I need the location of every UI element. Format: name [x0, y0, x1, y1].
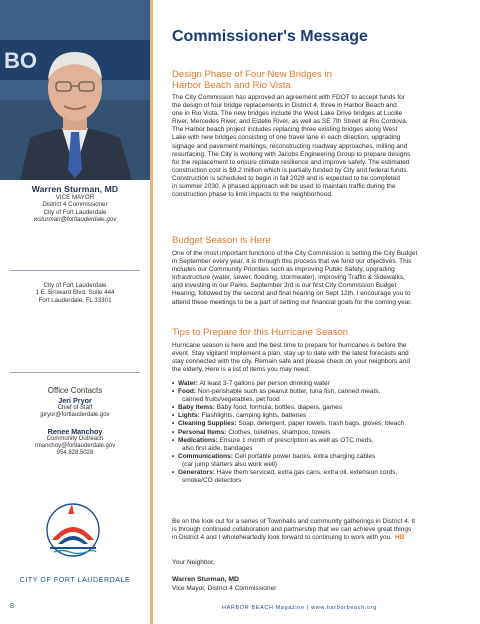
item-text: Cell portable power banks, extra charging cables	[234, 452, 376, 460]
item-text: Non-perishable such as peanut butter, tuna fish, canned meats,	[197, 388, 381, 396]
address-line-1: City of Fort Lauderdale	[43, 282, 107, 289]
office-contacts-heading: Office Contacts	[47, 386, 103, 395]
body-line: Lake with new bridges consisting of one travel lane in each direction, upgrading	[172, 134, 401, 142]
item-label: Water:	[178, 380, 198, 387]
profile-title-2: District 4 Commissioner	[42, 201, 108, 209]
contact-role: Community Outreach	[46, 436, 104, 442]
body-line: one in Rio Vista. The new bridges include the West Lake Drive bridges at Lucille	[172, 110, 403, 118]
item-label: Cleaning Supplies:	[178, 420, 237, 428]
body-line: stay connected with the city. Remain safe and please check on your neighbors and	[172, 358, 410, 366]
item-label: Food:	[178, 388, 197, 396]
item-label: Baby Items:	[178, 404, 215, 412]
profile-title-1: VICE MAYOR	[55, 194, 95, 201]
salutation: Your Neighbor,	[172, 559, 215, 566]
item-text: Baby food, formula, bottles, diapers, games	[216, 404, 343, 412]
hurricane-supply-list	[172, 380, 472, 485]
sidebar-divider	[10, 372, 140, 373]
footer-text[interactable]: HARBOR BEACH Magazine | www.harborbeach.org	[222, 605, 377, 611]
body-line: and investing in our Parks. September 3rd is our first City Commission Budget	[172, 282, 397, 290]
address-block	[0, 282, 150, 304]
city-logo-label: CITY OF FORT LAUDERDALE	[19, 577, 131, 584]
item-text: At least 3-7 gallons per person drinking water	[199, 380, 330, 387]
body-line: Construction is scheduled to begin in fall 2028 and is expected to be completed	[172, 174, 401, 182]
signature-name: Warren Sturman, MD	[172, 576, 239, 583]
list-item	[172, 469, 472, 485]
item-text: Clothes, toiletries, shampoo, towels	[228, 428, 331, 436]
body-line: One of the most important functions of the City Commission is setting the City Budget	[172, 250, 418, 257]
item-label: Personal Items:	[178, 428, 227, 436]
body-line: The Harbor beach project includes replacing three existing bridges along West	[172, 126, 398, 134]
heading-line: Design Phase of Four New Bridges in	[172, 69, 332, 80]
office-contacts	[0, 386, 150, 457]
body-line: Hearing, followed by the second and final hearing on Sept 12th. I encourage you to	[172, 290, 411, 298]
page-title: Commissioner's Message	[172, 28, 368, 45]
contact-role: Chief of Staff	[57, 405, 93, 411]
heading-line: Harbor Beach and Rio Vista	[172, 79, 291, 91]
sidebar	[0, 0, 150, 624]
item-text: Have them serviced, extra gas cans, extra oil, extension cords,	[216, 469, 398, 477]
body-line: is through continued collaboration and partnership that we can achieve great things	[172, 526, 412, 534]
body-line: in September every year. It is through this process that we fund our objectives. This	[172, 258, 412, 266]
item-text: Flashlights, camping lights, batteries	[201, 412, 307, 420]
section-body-budget	[172, 250, 472, 307]
address-line-3: Fort Lauderdale, FL 33301	[38, 296, 112, 304]
list-item	[172, 404, 472, 412]
backdrop-letters: BO	[4, 48, 37, 73]
contact-phone[interactable]: 954.828.5028	[56, 450, 94, 456]
sidebar-rule	[150, 0, 153, 624]
body-line: construction cost is $9.2 million which is partially funded by City and federal funds.	[172, 166, 409, 174]
section-heading-budget: Budget Season is Here	[172, 235, 271, 246]
section-heading-bridges	[172, 70, 472, 91]
section-body-hurricane	[172, 342, 472, 374]
body-line: construction phase to limit impacts to the neighborhood.	[172, 191, 333, 199]
end-mark: HB	[395, 534, 405, 542]
body-line: the elderly. Here is a list of items you may need:	[172, 366, 310, 374]
profile-name: Warren Sturman, MD	[31, 184, 119, 194]
city-logo-icon	[38, 500, 108, 562]
body-line: includes our Community Priorities such as improving Public Safety, upgrading	[172, 266, 395, 274]
list-item	[172, 380, 472, 388]
list-item	[172, 437, 472, 453]
body-line: in summer 2030. A phased approach will be used to maintain traffic during the	[172, 183, 396, 191]
signature-title: Vice Mayor, District 4 Commissioner	[172, 585, 277, 592]
address-line-2: 1 E. Broward Blvd. Suite 444	[35, 289, 115, 297]
list-item	[172, 388, 472, 404]
section-body-bridges	[172, 94, 472, 199]
contact-email[interactable]: rmanchoy@fortlauderdale.gov	[34, 443, 116, 449]
item-label: Communications:	[178, 452, 233, 460]
sidebar-divider	[10, 270, 140, 271]
item-continuation: also first aide, bandages	[182, 444, 253, 452]
list-item	[172, 412, 472, 420]
item-continuation: (car jump starters also work well)	[182, 460, 277, 468]
body-line: Hurricane season is here and the best time to prepare for hurricanes is before the	[172, 342, 407, 349]
body-line: The City Commission has approved an agreement with FDOT to accept funds for	[172, 94, 405, 101]
closing-paragraph	[172, 518, 472, 542]
list-item	[172, 429, 472, 437]
profile-block	[0, 184, 150, 224]
body-line: Be on the look out for a series of Townhalls and community gatherings in District 4. It	[172, 518, 416, 525]
body-line: signage and pavement markings, reconstructing roadway approaches, milling and	[172, 142, 408, 150]
main-article	[172, 0, 472, 600]
item-continuation: smoke/CO detectors	[182, 477, 242, 485]
list-item	[172, 453, 472, 469]
contact-name: Renee Manchoy	[47, 427, 103, 436]
contact-email[interactable]: jpryor@fortlauderdale.gov	[40, 412, 110, 418]
item-label: Generators:	[178, 469, 215, 477]
item-text: Soap, detergent, paper towels, trash bags, gloves, bleach	[238, 420, 405, 428]
list-item	[172, 420, 472, 428]
contact-name: Jeri Pryor	[58, 396, 92, 405]
profile-title-3: City of Fort Lauderdale	[43, 208, 107, 216]
page-number: 8	[10, 603, 14, 610]
item-label: Lights:	[178, 412, 200, 420]
body-line: event. Stay vigilant! Implement a plan, stay up to date with the latest forecasts and	[172, 350, 409, 358]
body-line: resurfacing. The City is working with Jacobs Engineering Group to prepare designs	[172, 150, 411, 158]
body-line: the design of four bridge replacements in District 4, three in Harbor Beach and	[172, 102, 397, 110]
item-text: Ensure 1 month of prescription as well as OTC meds,	[219, 436, 374, 444]
profile-email[interactable]: wsturman@fortlauderdale.gov	[33, 216, 117, 224]
body-line: attend these meetings to be a part of setting our financial goals for the coming year.	[172, 298, 412, 306]
body-line: for the replacement to ensure climate resilience and improve safety. The estimated	[172, 158, 410, 166]
body-line: in District 4 and I wholeheartedly look forward to continuing to work with you.	[172, 534, 393, 542]
commissioner-photo	[0, 0, 150, 180]
section-heading-hurricane: Tips to Prepare for this Hurricane Season	[172, 327, 349, 338]
item-continuation: canned fruits/vegetables, pet food	[182, 396, 280, 404]
item-label: Medications:	[178, 436, 218, 444]
body-line: River, Mercedes River, and Estelle River, as well as SE 7th Street at Rio Cordova.	[172, 118, 408, 126]
body-line: Infrastructure (water, sewer, flooding, stormwater), improving Traffic & Sidewalks,	[172, 274, 405, 282]
